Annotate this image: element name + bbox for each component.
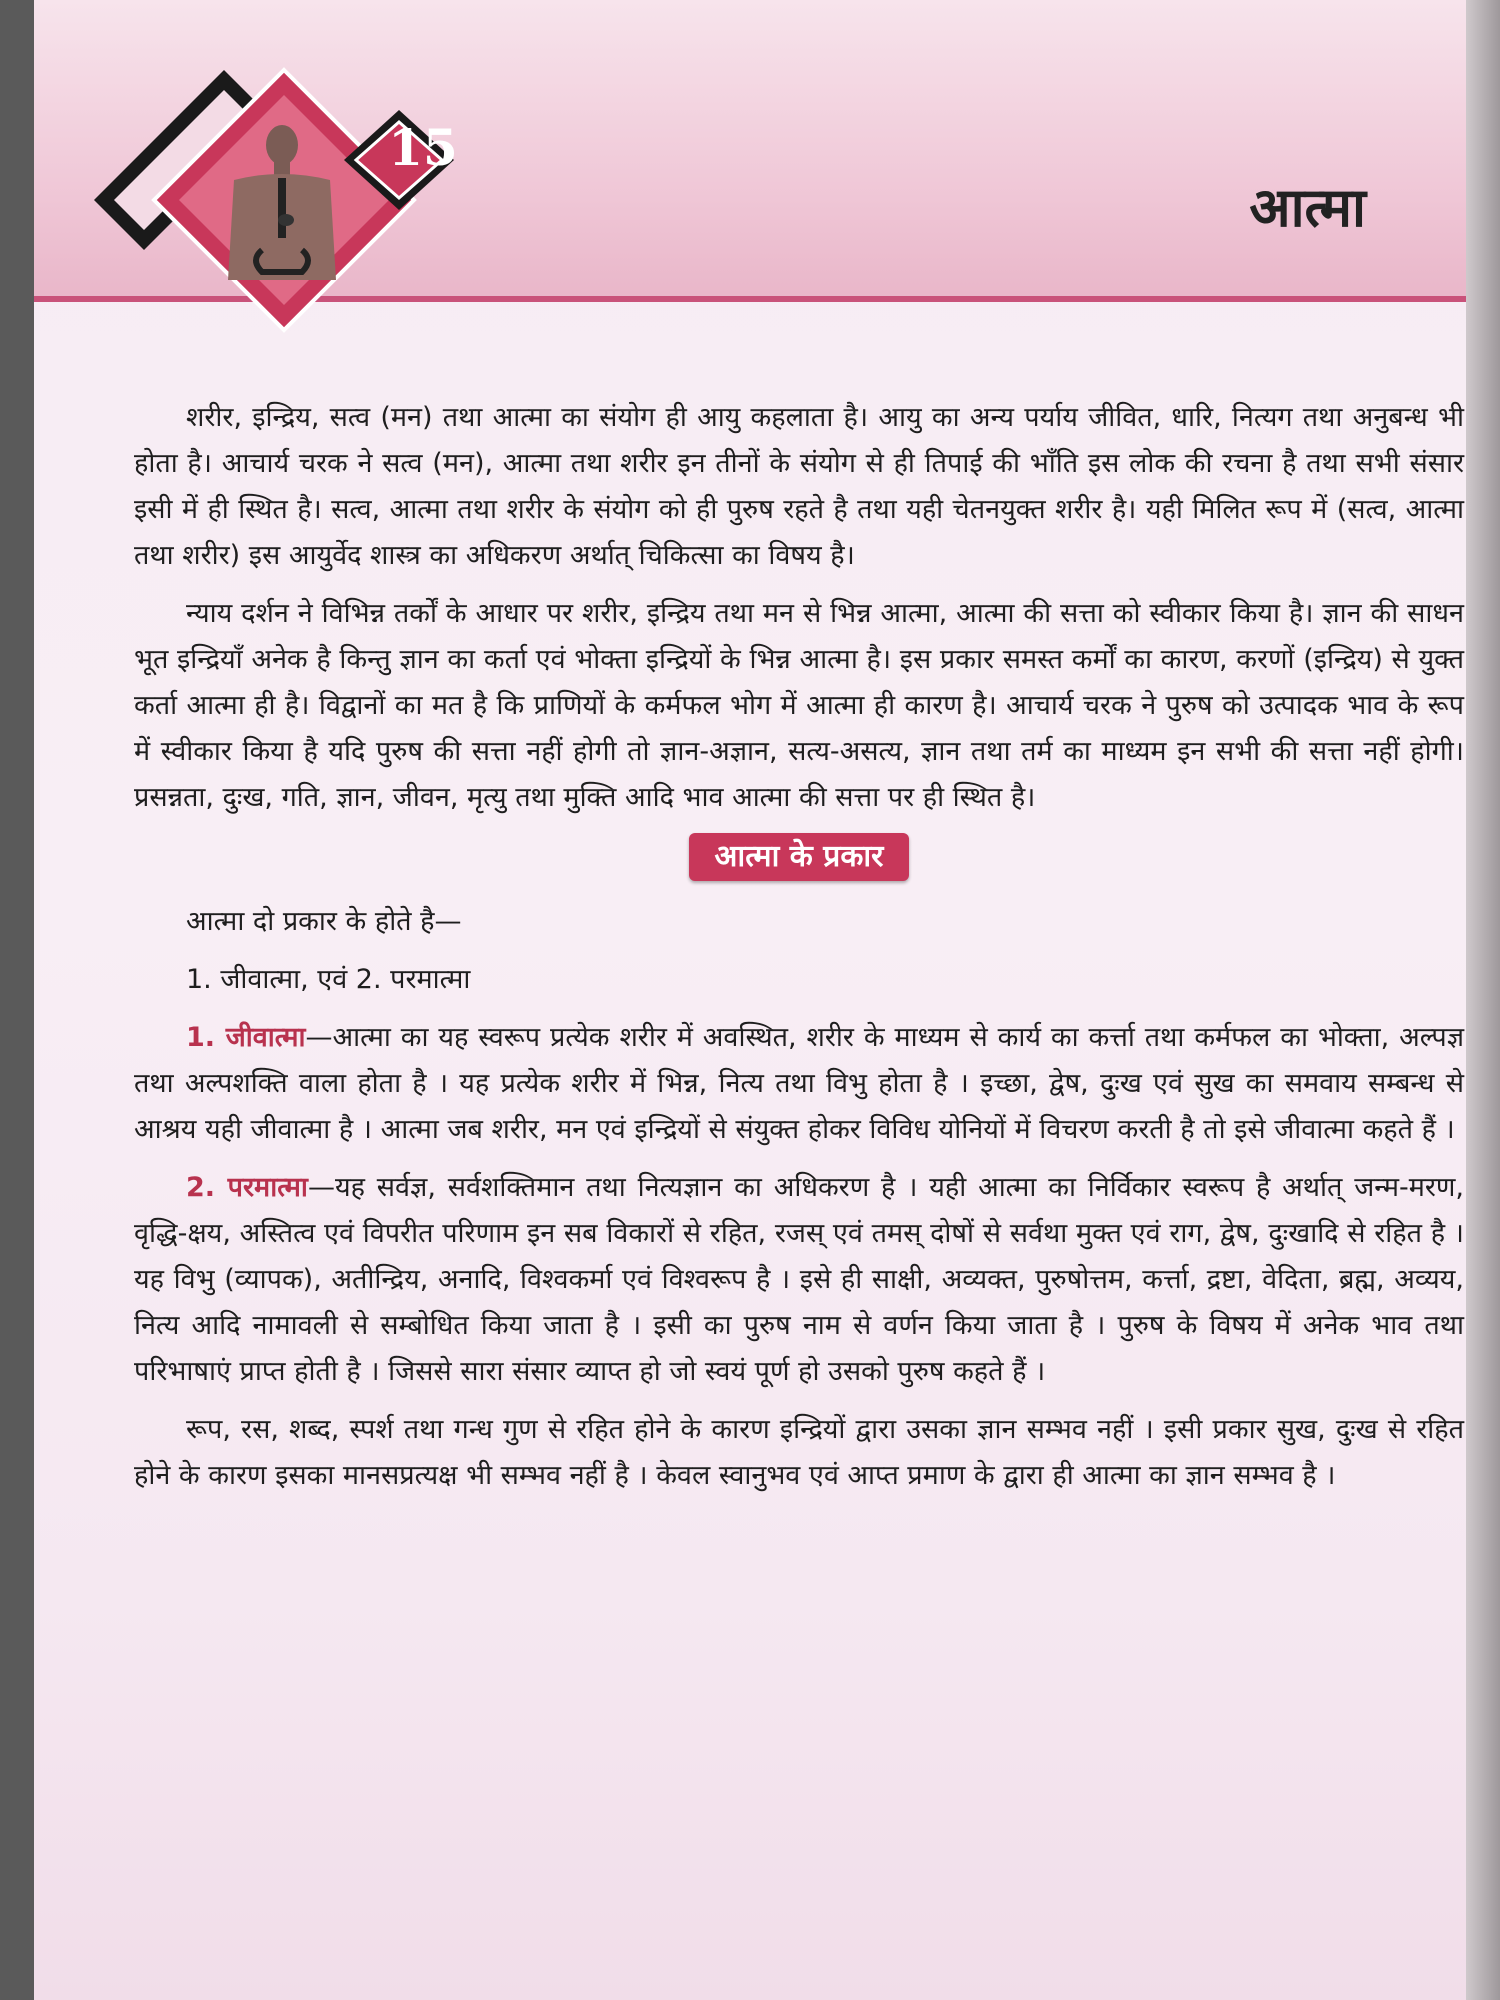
intro-paragraph-2: न्याय दर्शन ने विभिन्न तर्कों के आधार पर शरीर, इन्द्रिय तथा मन से भिन्न आत्मा, आत्मा की सत्ता को स्वीकार किया है। ज्ञान की साधन भूत इन्द्रियाँ अनेक है किन्तु ज्ञान का कर्ता एवं भोक्ता इन्द्रियों के भिन्न आत्मा है। इस प्रकार समस्त कर्मों का कारण, करणों (इन्द्रिय) से युक्त कर्ता आत्मा ही है। विद्वानों का मत है कि प्राणियों के कर्मफल भोग में आत्मा ही कारण है। आचार्य चरक ने पुरुष को उत्पादक भाव के रूप में स्वीकार किया है यदि पुरुष की सत्ता नहीं होगी तो ज्ञान-अज्ञान, सत्य-असत्य, ज्ञान तथा तर्म का माध्यम इन सभी की सत्ता नहीं होगी। प्रसन्नता, दुःख, गति, ज्ञान, जीवन, मृत्यु तथा मुक्ति आदि भाव आत्मा की सत्ता पर ही स्थित है।	[134, 598, 1464, 813]
types-intro: आत्मा दो प्रकार के होते है—	[186, 906, 462, 937]
jivatma-paragraph	[134, 1015, 1464, 1153]
closing-paragraph: रूप, रस, शब्द, स्पर्श तथा गन्ध गुण से रहित होने के कारण इन्द्रियों द्वारा उसका ज्ञान सम्भव नहीं । इसी प्रकार सुख, दुःख से रहित होने के कारण इसका मानसप्रत्यक्ष भी सम्भव नहीं है । केवल स्वानुभव एवं आप्त प्रमाण के द्वारा ही आत्मा का ज्ञान सम्भव है ।	[134, 1414, 1464, 1491]
jivatma-term: 1. जीवात्मा	[186, 1022, 306, 1053]
types-list: 1. जीवात्मा, एवं 2. परमात्मा	[186, 964, 471, 995]
page-edge-shadow	[1466, 0, 1500, 2000]
paramatma-paragraph	[134, 1165, 1464, 1395]
intro-paragraph-1: शरीर, इन्द्रिय, सत्व (मन) तथा आत्मा का संयोग ही आयु कहलाता है। आयु का अन्य पर्याय जीवित, धारि, नित्यग तथा अनुबन्ध भी होता है। आचार्य चरक ने सत्व (मन), आत्मा तथा शरीर इन तीनों के संयोग से ही तिपाई की भाँति इस लोक की रचना है तथा सभी संसार इसी में ही स्थित है। सत्व, आत्मा तथा शरीर के संयोग को ही पुरुष रहते है तथा यही चेतनयुक्त शरीर है। यही मिलित रूप में (सत्व, आत्मा तथा शरीर) इस आयुर्वेद शास्त्र का अधिकरण अर्थात् चिकित्सा का विषय है।	[134, 402, 1464, 571]
chapter-number: 15	[388, 118, 458, 177]
jivatma-text: —आत्मा का यह स्वरूप प्रत्येक शरीर में अवस्थित, शरीर के माध्यम से कार्य का कर्त्ता तथा कर्मफल का भोक्ता, अल्पज्ञ तथा अल्पशक्ति वाला होता है । यह प्रत्येक शरीर में भिन्न, नित्य तथा विभु होता है । इच्छा, द्वेष, दुःख एवं सुख का समवाय सम्बन्ध से आश्रय यही जीवात्मा है । आत्मा जब शरीर, मन एवं इन्द्रियों से संयुक्त होकर विविध योनियों में विचरण करती है तो इसे जीवात्मा कहते हैं ।	[134, 1022, 1464, 1145]
chapter-emblem	[74, 50, 494, 370]
section-heading-row	[134, 833, 1464, 881]
paramatma-term: 2. परमात्मा	[186, 1172, 308, 1203]
section-heading: आत्मा के प्रकार	[689, 833, 910, 881]
paramatma-text: —यह सर्वज्ञ, सर्वशक्तिमान तथा नित्यज्ञान का अधिकरण है । यही आत्मा का निर्विकार स्वरूप है अर्थात् जन्म-मरण, वृद्धि-क्षय, अस्तित्व एवं विपरीत परिणाम इन सब विकारों से रहित, रजस् एवं तमस् दोषों से सर्वथा मुक्त एवं राग, द्वेष, दुःखादि से रहित है । यह विभु (व्यापक), अतीन्द्रिय, अनादि, विश्वकर्मा एवं विश्वरूप है । इसे ही साक्षी, अव्यक्त, पुरुषोत्तम, कर्त्ता, द्रष्टा, वेदिता, ब्रह्म, अव्यय, नित्य आदि नामावली से सम्बोधित किया जाता है । इसी का पुरुष नाम से वर्णन किया जाता है । पुरुष के विषय में अनेक भाव तथा परिभाषाएं प्राप्त होती है । जिससे सारा संसार व्याप्त हो जो स्वयं पूर्ण हो उसको पुरुष कहते हैं ।	[134, 1172, 1465, 1387]
chapter-title: आत्मा	[1249, 176, 1366, 239]
chapter-content	[134, 395, 1464, 1511]
book-page	[34, 0, 1466, 2000]
